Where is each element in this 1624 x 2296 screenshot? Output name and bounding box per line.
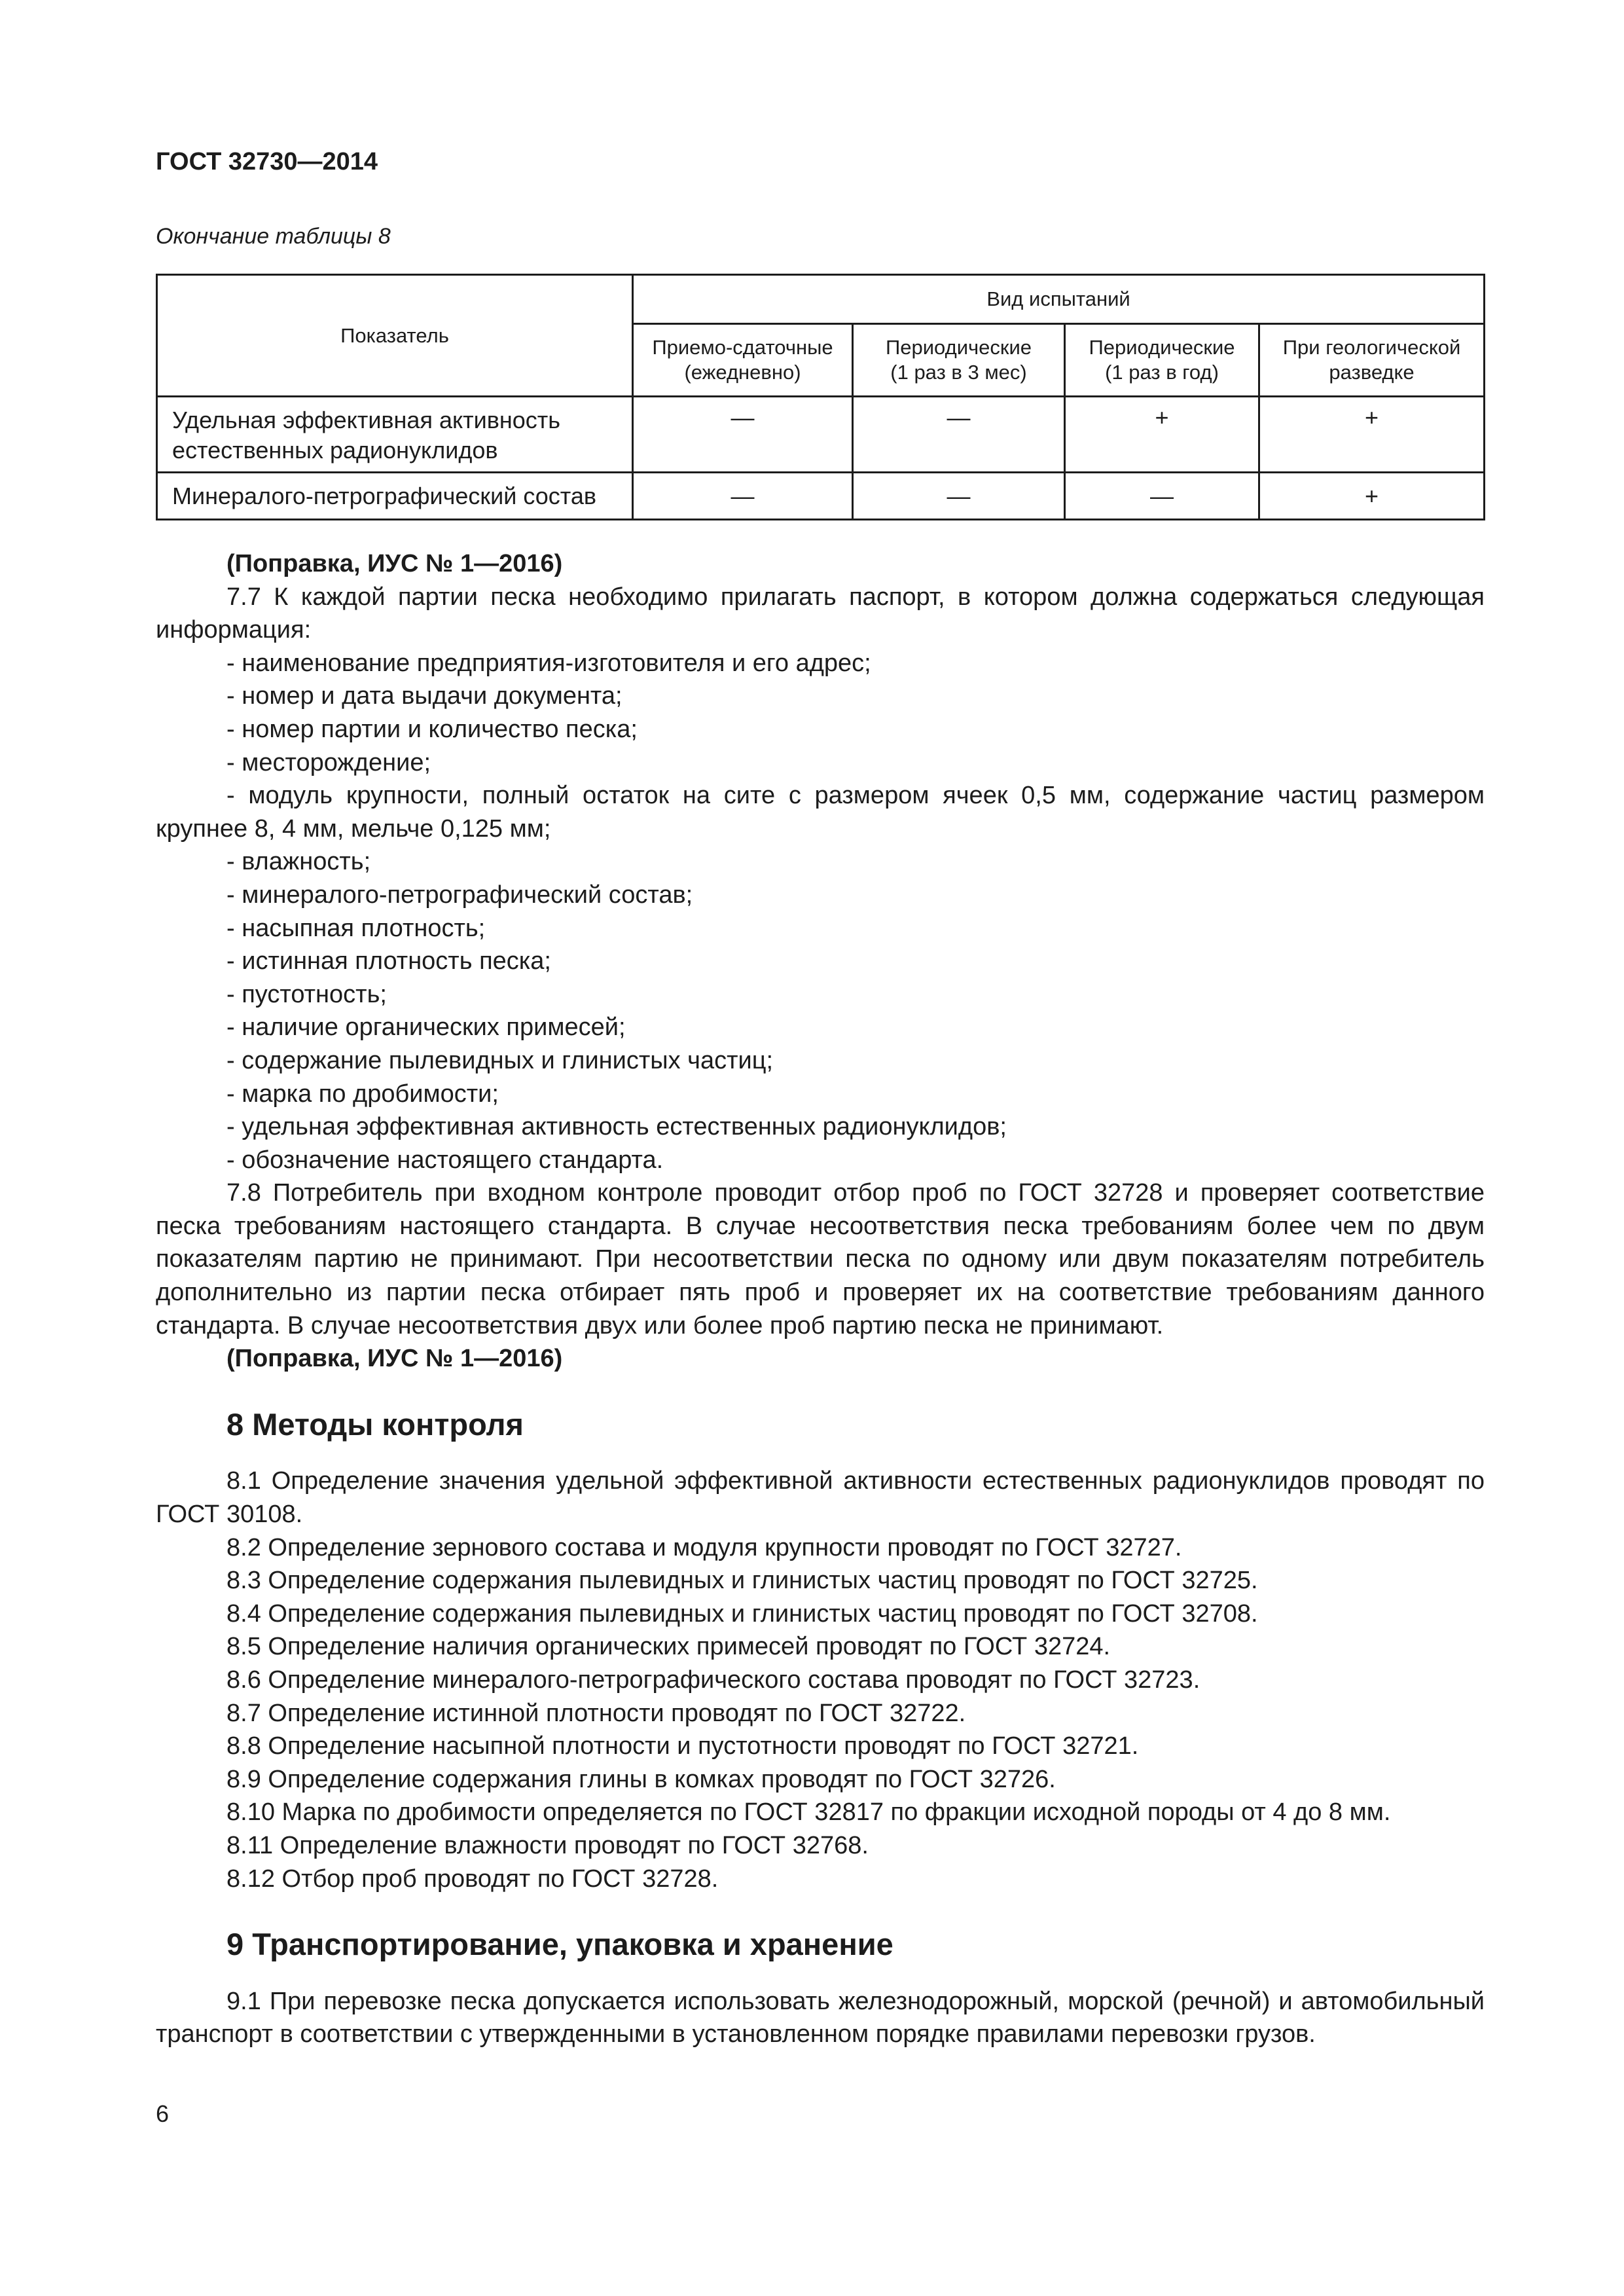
- header-indicator: Показатель: [157, 275, 633, 397]
- section-8-title: 8 Методы контроля: [226, 1406, 524, 1442]
- header-test-type: Вид испытаний: [633, 275, 1485, 324]
- row-name: Минералого-петрографический состав: [157, 473, 633, 520]
- paragraph-8-8: 8.8 Определение насыпной плотности и пустотности проводят по ГОСТ 32721.: [226, 1732, 1139, 1760]
- table-row: [157, 397, 1485, 473]
- list-item: - месторождение;: [226, 748, 431, 776]
- list-item: - влажность;: [226, 848, 371, 876]
- paragraph-8-1: 8.1 Определение значения удельной эффективной активности естественных радионуклидов проводят по ГОСТ 30108.: [156, 1467, 1485, 1529]
- section-9-title: 9 Транспортирование, упаковка и хранение: [226, 1927, 893, 1962]
- amendment-note: (Поправка, ИУС № 1—2016): [226, 1345, 563, 1373]
- paragraph-7-8: 7.8 Потребитель при входном контроле проводит отбор проб по ГОСТ 32728 и проверяет соответствие песка требованиям настоящего стандарта. В случае несоответствия песка требованиям более чем по двум показателям партию не принимают. При несоответствии песка по одному или двум показателям потребитель дополнительно из партии песка отбирает пять проб и проверяет их на соответствие требованиям данного стандарта. В случае несоответствия двух или более проб партию песка не принимают.: [156, 1179, 1485, 1339]
- row-name: Удельная эффективная активность естественных радионуклидов: [157, 397, 633, 473]
- list-item: - наименование предприятия-изготовителя и его адрес;: [226, 649, 871, 677]
- list-item: - номер партии и количество песка;: [226, 715, 638, 743]
- header-acceptance: Приемо-сдаточные (ежедневно): [633, 324, 853, 397]
- table-8: [156, 274, 1485, 520]
- document-body: [156, 547, 1485, 2051]
- table-cell: +: [1065, 397, 1259, 473]
- list-item: - минералого-петрографический состав;: [226, 881, 693, 909]
- table-cell: —: [1065, 473, 1259, 520]
- paragraph-7-7: 7.7 К каждой партии песка необходимо прилагать паспорт, в котором должна содержаться следующая информация:: [156, 583, 1485, 644]
- paragraph-8-5: 8.5 Определение наличия органических примесей проводят по ГОСТ 32724.: [226, 1633, 1111, 1661]
- paragraph-8-10: 8.10 Марка по дробимости определяется по ГОСТ 32817 по фракции исходной породы от 4 до 8 мм.: [226, 1798, 1391, 1827]
- paragraph-8-11: 8.11 Определение влажности проводят по ГОСТ 32768.: [226, 1831, 869, 1859]
- list-item: - истинная плотность песка;: [226, 947, 551, 975]
- list-item: - пустотность;: [226, 980, 387, 1008]
- paragraph-8-9: 8.9 Определение содержания глины в комках проводят по ГОСТ 32726.: [226, 1765, 1056, 1793]
- paragraph-8-4: 8.4 Определение содержания пылевидных и глинистых частиц проводят по ГОСТ 32708.: [226, 1599, 1258, 1628]
- list-item: - номер и дата выдачи документа;: [226, 682, 623, 710]
- list-item: - содержание пылевидных и глинистых частиц;: [226, 1046, 774, 1074]
- header-geological: При геологической разведке: [1259, 324, 1485, 397]
- list-item: - насыпная плотность;: [226, 914, 486, 942]
- table-cell: —: [853, 397, 1065, 473]
- standard-header: ГОСТ 32730—2014: [156, 148, 378, 175]
- paragraph-8-7: 8.7 Определение истинной плотности проводят по ГОСТ 32722.: [226, 1699, 966, 1727]
- header-periodic-year: Периодические (1 раз в год): [1065, 324, 1259, 397]
- paragraph-9-1: 9.1 При перевозке песка допускается использовать железнодорожный, морской (речной) и автомобильный транспорт в соответствии с утвержденными в установленном порядке правилами перевозки грузов.: [156, 1987, 1485, 2049]
- header-periodic-3mo: Периодические (1 раз в 3 мес): [853, 324, 1065, 397]
- table-cell: —: [633, 473, 853, 520]
- list-item: - удельная эффективная активность естественных радионуклидов;: [226, 1113, 1007, 1141]
- paragraph-8-6: 8.6 Определение минералого-петрографического состава проводят по ГОСТ 32723.: [226, 1666, 1200, 1694]
- paragraph-8-3: 8.3 Определение содержания пылевидных и глинистых частиц проводят по ГОСТ 32725.: [226, 1567, 1258, 1595]
- table-cell: —: [853, 473, 1065, 520]
- page-number: 6: [156, 2100, 170, 2127]
- list-item: - марка по дробимости;: [226, 1080, 499, 1108]
- paragraph-8-12: 8.12 Отбор проб проводят по ГОСТ 32728.: [226, 1865, 719, 1893]
- list-item: - модуль крупности, полный остаток на сите с размером ячеек 0,5 мм, содержание частиц размером крупнее 8, 4 мм, мельче 0,125 мм;: [156, 782, 1485, 843]
- table-cell: +: [1259, 397, 1485, 473]
- table-row: [157, 473, 1485, 520]
- paragraph-8-2: 8.2 Определение зернового состава и модуля крупности проводят по ГОСТ 32727.: [226, 1533, 1182, 1561]
- table-cell: —: [633, 397, 853, 473]
- table-caption: Окончание таблицы 8: [156, 224, 391, 249]
- table-cell: +: [1259, 473, 1485, 520]
- list-item: - обозначение настоящего стандарта.: [226, 1146, 664, 1174]
- amendment-note: (Поправка, ИУС № 1—2016): [226, 550, 563, 577]
- list-item: - наличие органических примесей;: [226, 1013, 626, 1042]
